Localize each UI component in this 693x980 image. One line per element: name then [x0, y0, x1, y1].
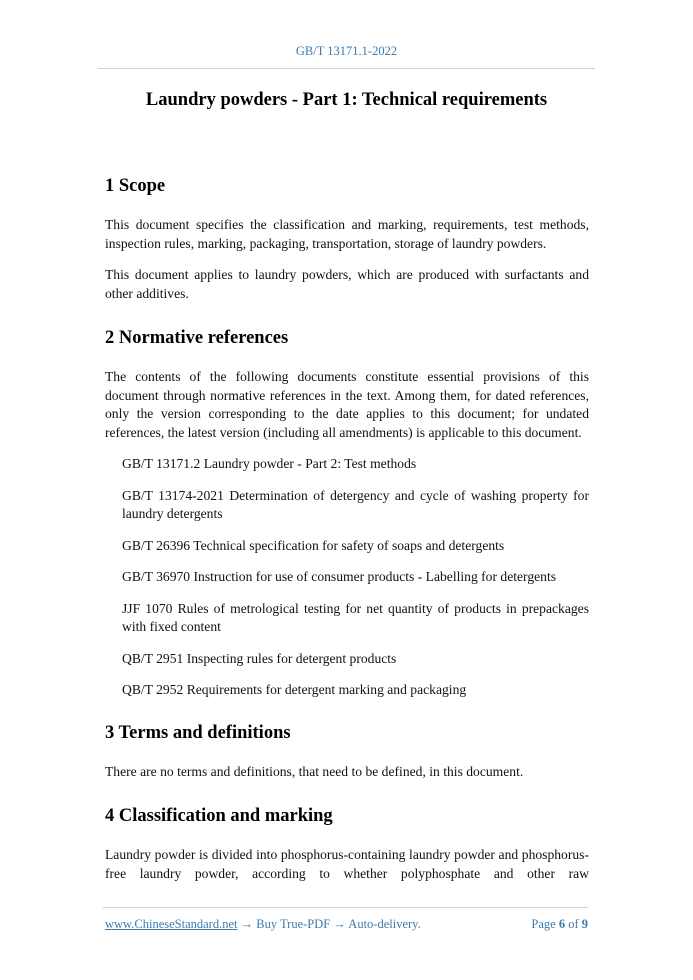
reference-item: JJF 1070 Rules of metrological testing for net quantity of products in prepackages with fixed content [122, 600, 589, 634]
reference-item: QB/T 2952 Requirements for detergent marking and packaging [122, 682, 467, 697]
section-heading-terms-and-definitions: 3 Terms and definitions [105, 722, 291, 743]
scope-paragraph: This document applies to laundry powders, which are produced with surfactants and other additives. [105, 267, 589, 301]
document-body [105, 174, 589, 883]
page-total: 9 [581, 917, 588, 931]
reference-item: GB/T 26396 Technical specification for safety of soaps and detergents [122, 537, 505, 553]
page-header-standard-code: GB/T 13171.1-2022 [295, 44, 398, 58]
website-link[interactable]: www.ChineseStandard.net [105, 917, 238, 931]
document-title: Laundry powders - Part 1: Technical requirements [145, 90, 548, 110]
normative-references-paragraph: The contents of the following documents constitute essential provisions of this document through normative references in the text. Among them, for dated references, only the version corresponding to the date applies to this document; for undated references, the latest version (including all amendments) is applicable to this document. [105, 369, 589, 440]
classification-paragraph: Laundry powder is divided into phosphorus-containing laundry powder and phosphorus-free laundry powder, according to whether polyphosphate and other raw [105, 847, 589, 881]
scope-paragraph: This document specifies the classification and marking, requirements, test methods, inspection rules, marking, packaging, transportation, storage of laundry powders. [105, 217, 589, 251]
section-heading-normative-references: 2 Normative references [105, 328, 289, 348]
reference-item: GB/T 13174-2021 Determination of detergency and cycle of washing property for laundry detergents [122, 487, 589, 521]
page-indicator [531, 917, 588, 932]
page-footer [105, 917, 588, 932]
header-divider [98, 68, 595, 69]
of-label: of [568, 917, 579, 931]
reference-item: GB/T 36970 Instruction for use of consumer products - Labelling for detergents [122, 569, 557, 584]
reference-item: QB/T 2951 Inspecting rules for detergent products [122, 650, 397, 666]
footer-tagline: → Buy True-PDF → Auto-delivery. [237, 917, 421, 931]
terms-paragraph: There are no terms and definitions, that need to be defined, in this document. [105, 763, 524, 779]
reference-item: GB/T 13171.2 Laundry powder - Part 2: Test methods [122, 456, 417, 471]
section-heading-classification-and-marking: 4 Classification and marking [105, 806, 333, 826]
page-current: 6 [558, 917, 566, 931]
page-label: Page [531, 917, 556, 931]
footer-divider [103, 907, 588, 908]
footer-promo [105, 917, 421, 932]
section-heading-scope: 1 Scope [105, 176, 166, 196]
